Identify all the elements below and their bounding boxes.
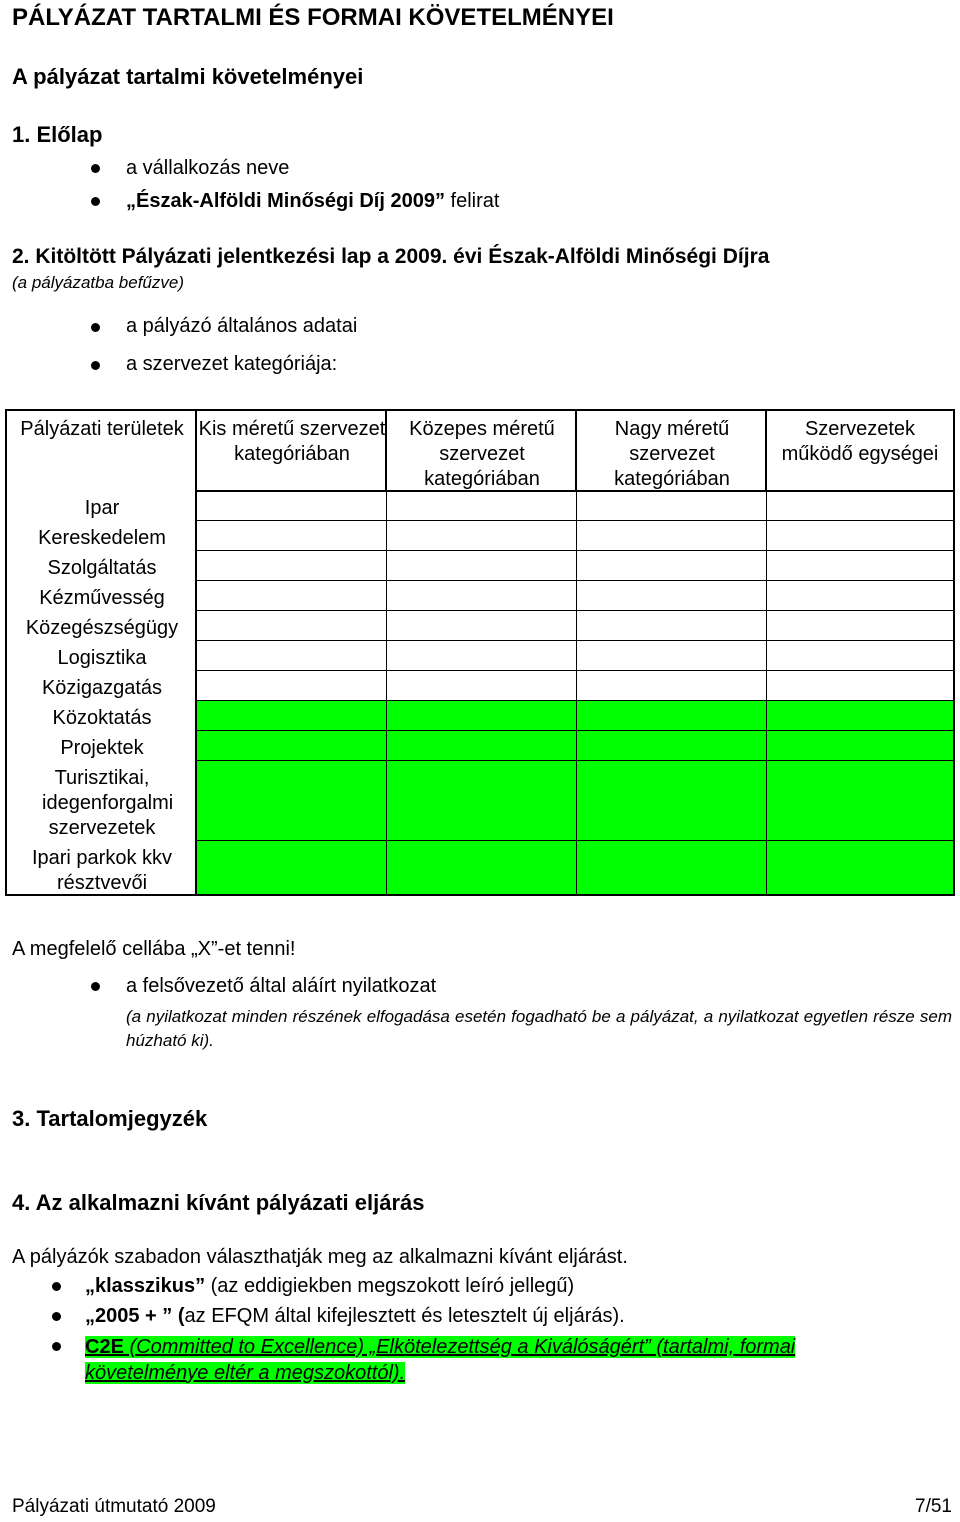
section1-heading: 1. Előlap — [12, 122, 103, 147]
bullet-icon — [91, 982, 100, 991]
category-table — [5, 409, 955, 896]
section4-heading: 4. Az alkalmazni kívánt pályázati eljárás — [12, 1190, 425, 1215]
procedure-name: „klasszikus” — [85, 1275, 206, 1297]
bullet-icon — [91, 323, 100, 332]
header-cell: Közepes méretű szervezet kategóriában — [409, 418, 555, 490]
page-number: 7/51 — [915, 1496, 952, 1517]
section2-note: (a pályázatba befűzve) — [12, 273, 184, 292]
subtitle: A pályázat tartalmi követelményei — [12, 64, 364, 89]
row-divider — [197, 520, 953, 521]
row-label: Közegészségügy — [25, 617, 179, 639]
header-cell: Pályázati területek — [20, 418, 184, 440]
procedure-2005 — [85, 1305, 625, 1328]
declaration-note: (a nyilatkozat minden részének elfogadása esetén fogadható be a pályázat, a nyilatkozat egyetlen része sem húzható ki). — [126, 1007, 952, 1050]
header-cell: Nagy méretű szervezet kategóriában — [614, 418, 730, 490]
procedure-name: „2005 + ” — [85, 1305, 173, 1327]
column-divider — [575, 411, 577, 491]
declaration-item: a felsővezető által aláírt nyilatkozat — [126, 975, 437, 997]
procedure-desc: (az eddigiekben megszokott leíró jellegű) — [205, 1275, 575, 1297]
header-cell: Szervezetek működő egységei — [781, 418, 939, 465]
row-divider — [197, 610, 953, 611]
footer-left: Pályázati útmutató 2009 — [12, 1496, 216, 1517]
row-label: Közoktatás — [52, 707, 152, 729]
row-label: Turisztikai, idegenforgalmi szervezetek — [42, 767, 174, 839]
section4-intro: A pályázók szabadon választhatják meg az alkalmazni kívánt eljárást. — [12, 1246, 628, 1268]
procedure-name: C2E — [85, 1336, 124, 1358]
row-divider — [197, 550, 953, 551]
bullet-icon — [91, 361, 100, 370]
column-divider — [765, 411, 767, 491]
row-label: Közigazgatás — [41, 677, 163, 699]
row-divider — [197, 580, 953, 581]
row-label: Logisztika — [57, 647, 147, 669]
procedure-c2e — [85, 1334, 795, 1386]
section2-item: a pályázó általános adatai — [126, 315, 358, 337]
section1-item: a vállalkozás neve — [126, 157, 290, 179]
section2-heading: 2. Kitöltött Pályázati jelentkezési lap a 2009. évi Észak-Alföldi Minőségi Díjra — [12, 245, 770, 268]
row-divider — [197, 840, 953, 841]
row-divider — [197, 490, 953, 492]
award-name: „Észak-Alföldi Minőségi Díj 2009” — [126, 190, 445, 212]
bullet-icon — [52, 1282, 61, 1291]
bullet-icon — [91, 164, 100, 173]
row-label: Ipari parkok kkv résztvevői — [31, 847, 173, 894]
procedure-classic — [85, 1275, 574, 1298]
header-cell: Kis méretű szervezet kategóriában — [198, 418, 386, 465]
bullet-icon — [52, 1312, 61, 1321]
row-divider — [197, 700, 953, 701]
label-suffix: felirat — [450, 190, 500, 212]
row-divider — [197, 730, 953, 731]
row-label: Kereskedelem — [38, 527, 166, 549]
paren: ( — [177, 1305, 185, 1327]
page-title: PÁLYÁZAT TARTALMI ÉS FORMAI KÖVETELMÉNYEI — [12, 4, 614, 31]
column-divider — [385, 411, 387, 491]
section2-item: a szervezet kategóriája: — [126, 353, 338, 375]
row-label: Ipar — [84, 497, 120, 519]
table-instruction: A megfelelő cellába „X”-et tenni! — [12, 938, 296, 960]
procedure-desc: az EFQM által kifejlesztett és letesztelt új eljárás). — [184, 1305, 625, 1327]
section1-item — [126, 190, 499, 213]
bullet-icon — [52, 1342, 61, 1351]
section3-heading: 3. Tartalomjegyzék — [12, 1106, 208, 1131]
row-label: Szolgáltatás — [47, 557, 157, 579]
row-divider — [197, 640, 953, 641]
row-label: Kézművesség — [39, 587, 165, 609]
procedure-desc: (Committed to Excellence) „Elkötelezettség a Kiválóságért” (tartalmi, formai — [123, 1336, 796, 1358]
bullet-icon — [91, 197, 100, 206]
row-divider — [197, 760, 953, 761]
row-label: Projektek — [60, 737, 144, 759]
procedure-desc-2: követelménye eltér a megszokottól). — [85, 1362, 406, 1384]
row-divider — [197, 670, 953, 671]
